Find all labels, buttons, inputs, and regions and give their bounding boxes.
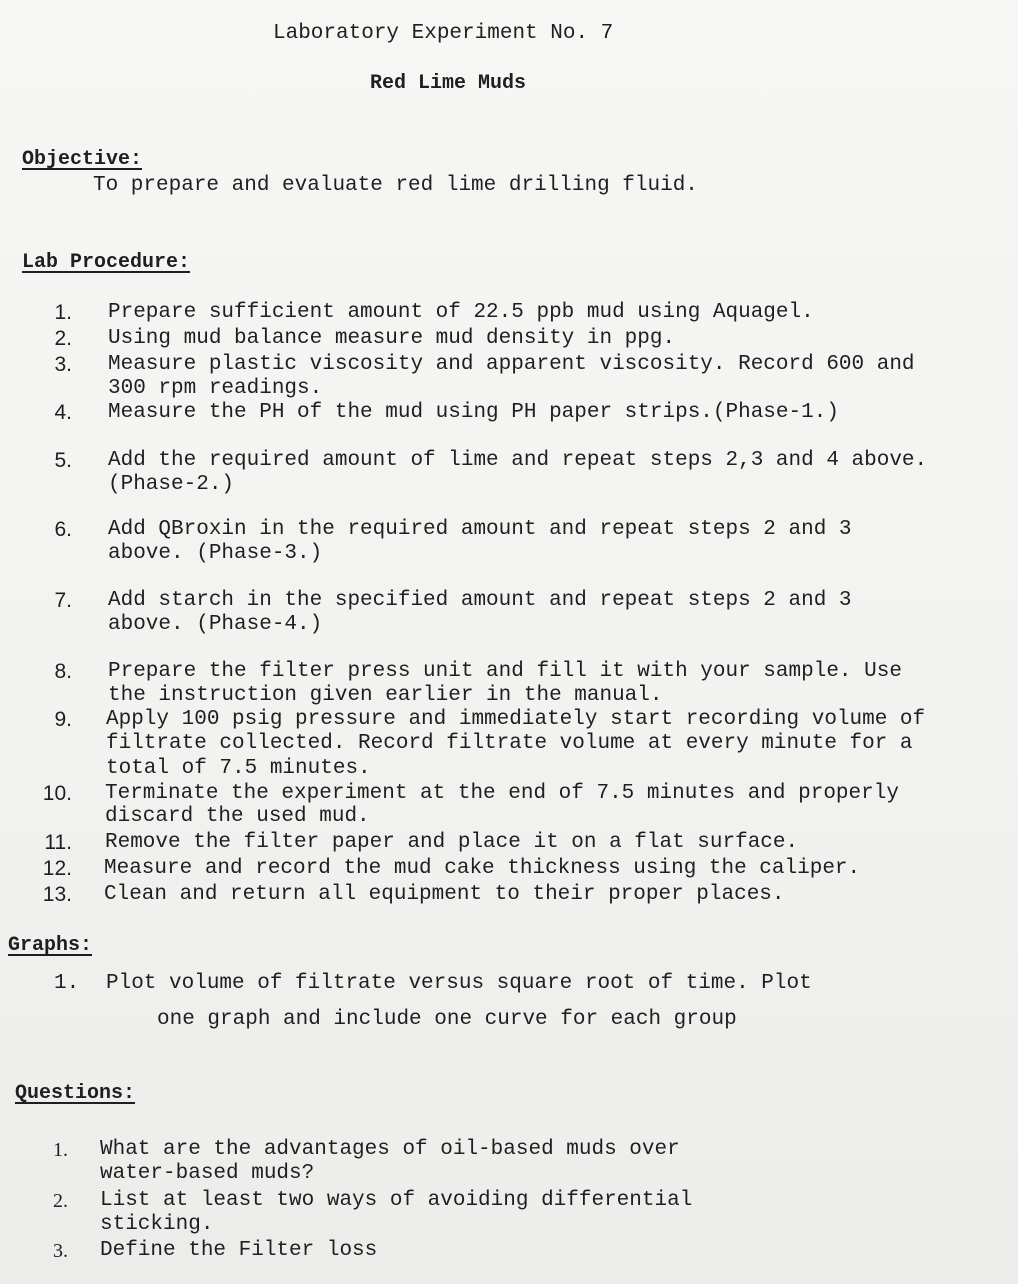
- objective-text: To prepare and evaluate red lime drilling fluid.: [93, 174, 698, 197]
- step-number: 13.: [42, 883, 72, 906]
- procedure-heading: Lab Procedure:: [22, 251, 191, 274]
- step-number: 5.: [54, 449, 72, 472]
- step-text: total of 7.5 minutes.: [106, 757, 371, 780]
- step-text: Using mud balance measure mud density in ppg.: [108, 327, 676, 350]
- questions-heading: Questions:: [15, 1082, 136, 1105]
- question-number: 3.: [53, 1240, 68, 1262]
- step-number: 4.: [54, 401, 72, 424]
- step-text: above. (Phase-3.): [108, 542, 323, 565]
- step-text: Measure plastic viscosity and apparent viscosity. Record 600 and: [108, 353, 915, 376]
- question-text: List at least two ways of avoiding differential: [100, 1189, 693, 1212]
- step-number: 12.: [42, 857, 72, 880]
- step-text: Add QBroxin in the required amount and repeat steps 2 and 3: [108, 518, 852, 541]
- step-number: 1.: [54, 301, 72, 324]
- step-text: 300 rpm readings.: [108, 377, 323, 400]
- step-text: Prepare sufficient amount of 22.5 ppb mud using Aquagel.: [108, 301, 814, 324]
- step-text: above. (Phase-4.): [108, 613, 323, 636]
- step-text: the instruction given earlier in the manual.: [108, 684, 663, 707]
- step-text: Clean and return all equipment to their proper places.: [104, 883, 785, 906]
- step-number: 10.: [42, 782, 72, 805]
- question-number: 1.: [53, 1139, 68, 1161]
- step-number: 6.: [54, 518, 72, 541]
- step-number: 8.: [54, 660, 72, 683]
- step-number: 11.: [44, 831, 72, 854]
- question-text: Define the Filter loss: [100, 1239, 378, 1262]
- step-number: 2.: [54, 327, 72, 350]
- document-title: Laboratory Experiment No. 7: [273, 22, 614, 45]
- step-text: filtrate collected. Record filtrate volume at every minute for a: [106, 732, 913, 755]
- question-text: sticking.: [100, 1213, 214, 1236]
- step-text: Add the required amount of lime and repeat steps 2,3 and 4 above.: [108, 449, 928, 472]
- document-subtitle: Red Lime Muds: [370, 72, 527, 95]
- step-text: Remove the filter paper and place it on a flat surface.: [105, 831, 799, 854]
- step-number: 3.: [54, 353, 72, 376]
- graphs-item-line-2: one graph and include one curve for each group: [157, 1008, 737, 1031]
- graphs-item-number: 1.: [54, 972, 80, 995]
- step-text: Add starch in the specified amount and repeat steps 2 and 3: [108, 589, 852, 612]
- objective-heading: Objective:: [22, 148, 143, 171]
- step-number: 9.: [54, 708, 72, 731]
- question-number: 2.: [53, 1190, 68, 1212]
- step-text: Measure the PH of the mud using PH paper strips.(Phase-1.): [108, 401, 839, 424]
- step-text: (Phase-2.): [108, 473, 235, 496]
- step-text: Prepare the filter press unit and fill it with your sample. Use: [108, 660, 902, 683]
- graphs-item-line-1: Plot volume of filtrate versus square root of time. Plot: [106, 972, 812, 995]
- step-text: discard the used mud.: [105, 805, 370, 828]
- step-text: Measure and record the mud cake thickness using the caliper.: [104, 857, 861, 880]
- step-text: Apply 100 psig pressure and immediately start recording volume of: [106, 708, 926, 731]
- step-text: Terminate the experiment at the end of 7.5 minutes and properly: [105, 782, 899, 805]
- graphs-heading: Graphs:: [8, 934, 93, 957]
- step-number: 7.: [54, 589, 72, 612]
- question-text: water-based muds?: [100, 1162, 315, 1185]
- question-text: What are the advantages of oil-based muds over: [100, 1138, 680, 1161]
